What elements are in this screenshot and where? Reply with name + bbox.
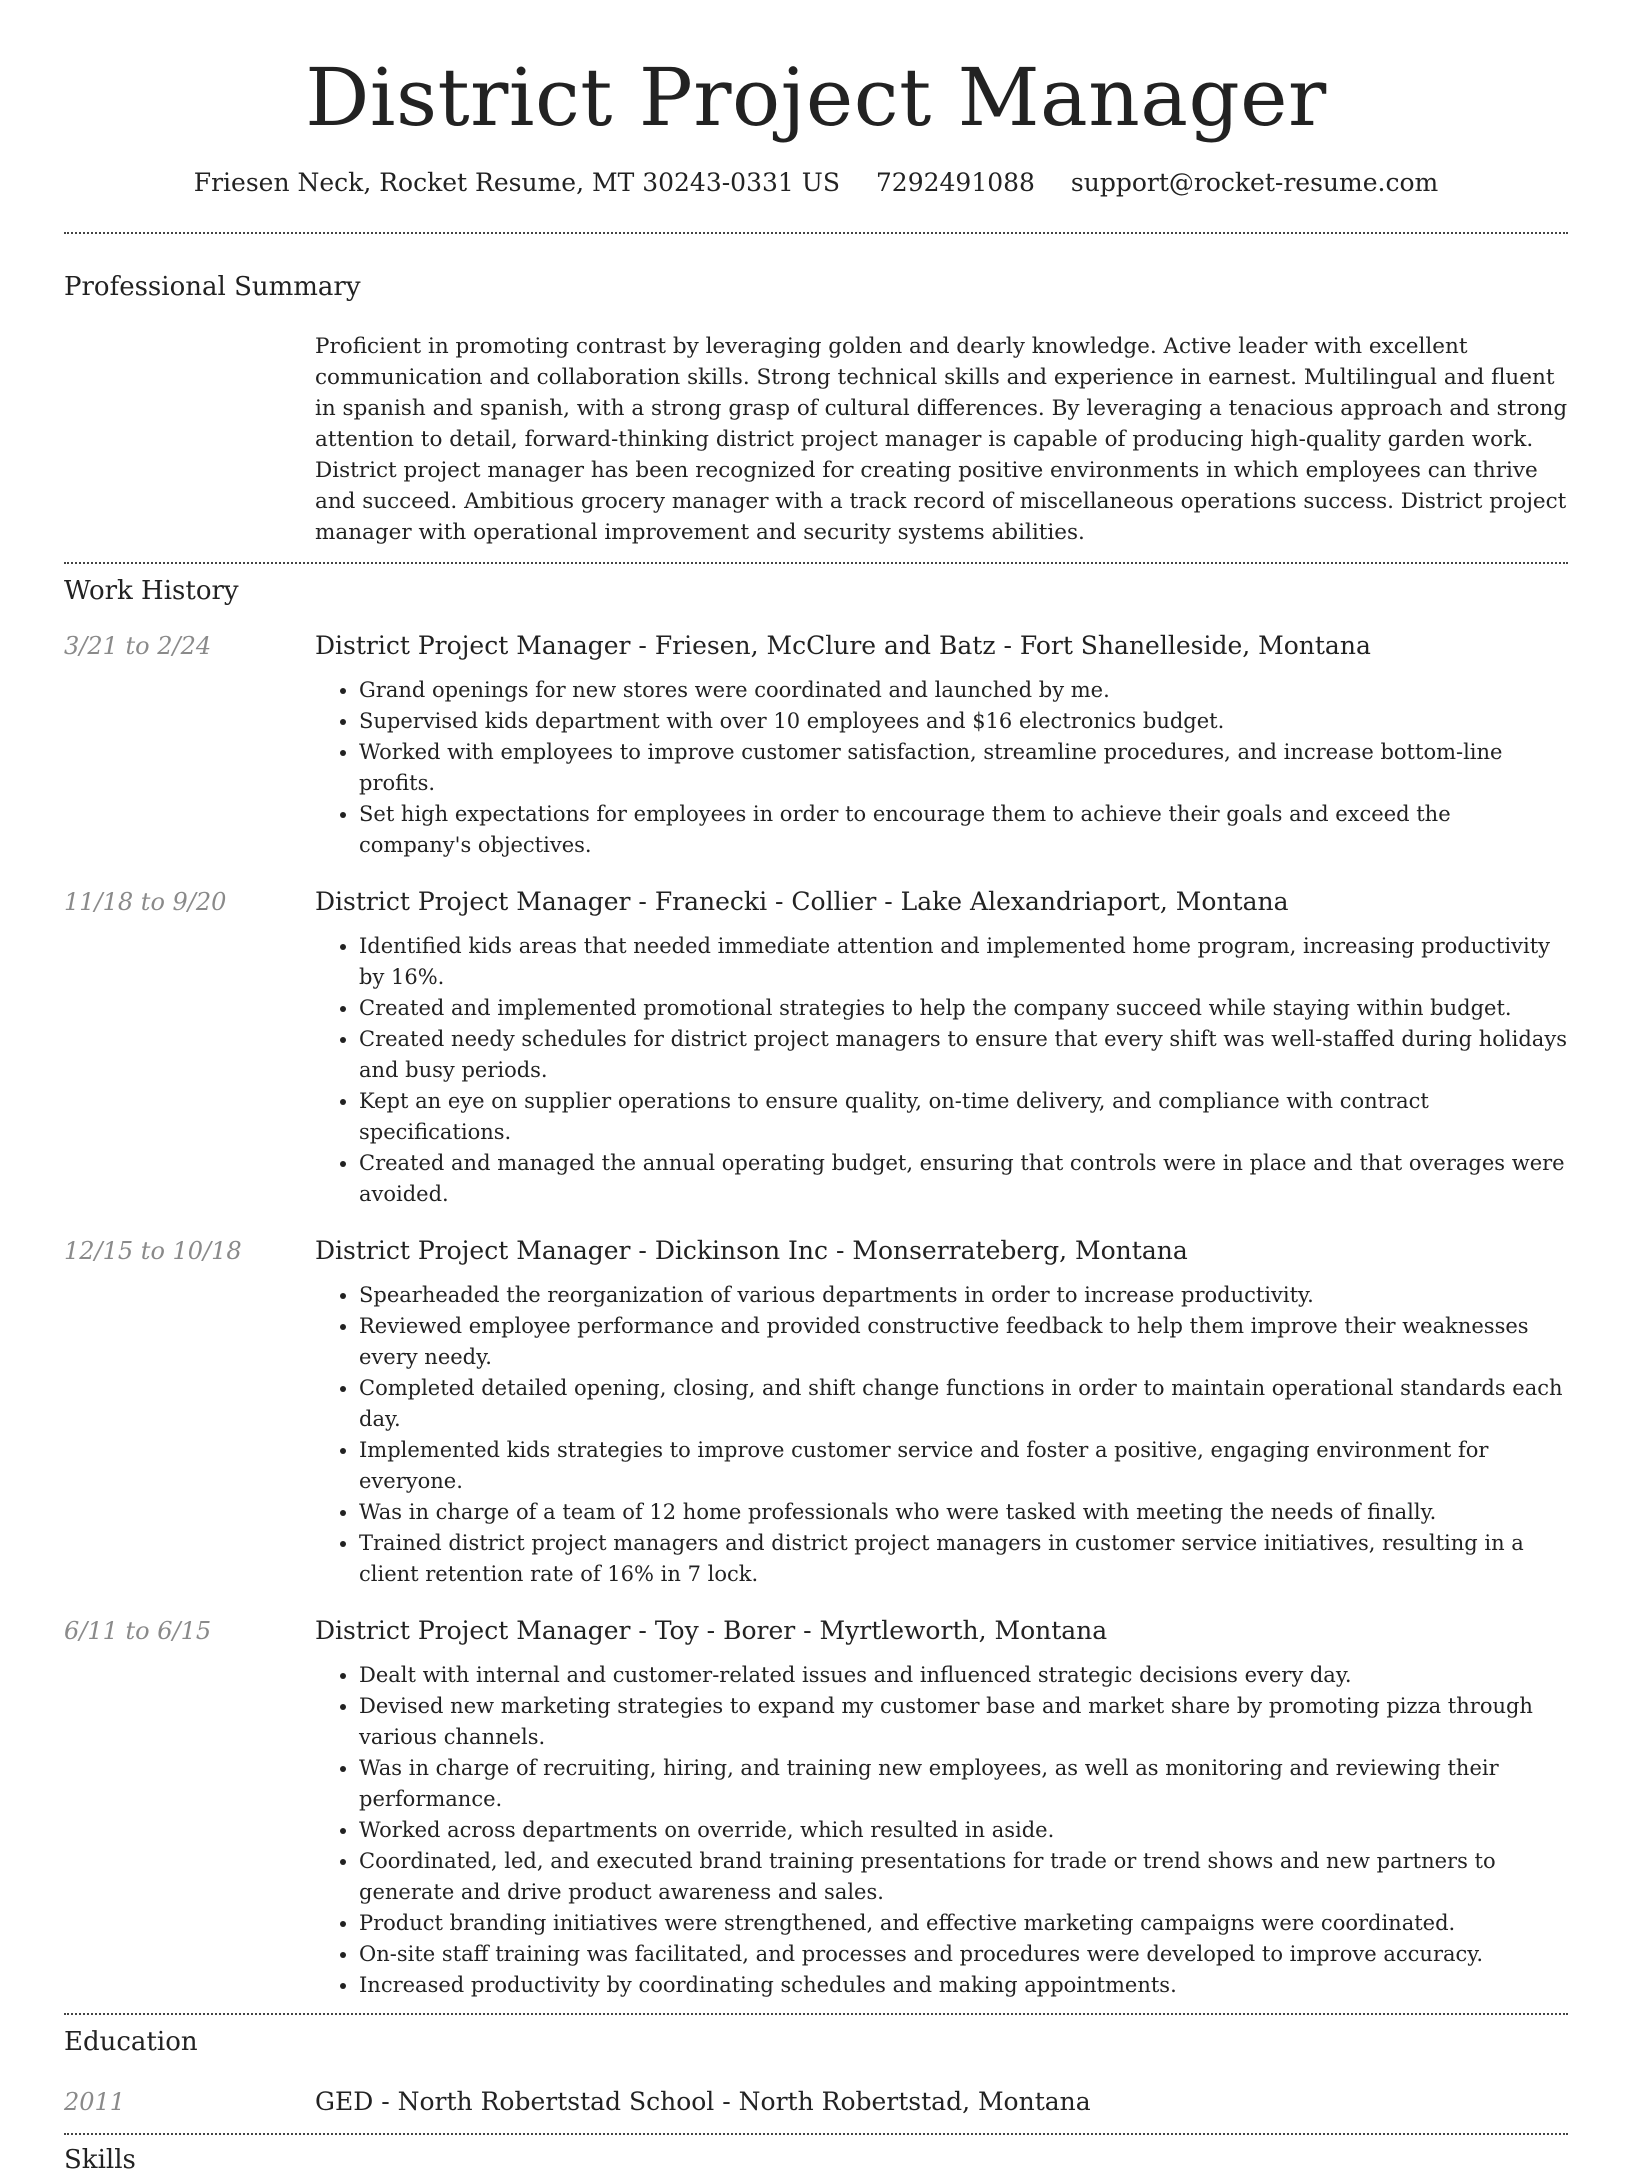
job-details bbox=[315, 629, 1568, 861]
work-history-title: Work History bbox=[64, 576, 239, 607]
job-bullet: • Product branding initiatives were strengthened, and effective marketing campaigns were coordinated. bbox=[359, 1908, 1568, 1939]
job-bullet: • Trained district project managers and district project managers in customer service initiatives, resulting in a client retention rate of 16% in 7 lock. bbox=[359, 1528, 1568, 1590]
job-heading: District Project Manager - Friesen, McClure and Batz - Fort Shanelleside, Montana bbox=[315, 631, 1371, 661]
job-bullet: • Increased productivity by coordinating schedules and making appointments. bbox=[359, 1970, 1568, 2001]
summary-title: Professional Summary bbox=[64, 272, 361, 302]
job-heading: District Project Manager - Toy - Borer - Myrtleworth, Montana bbox=[315, 1616, 1108, 1646]
job-bullet: • Grand openings for new stores were coordinated and launched by me. bbox=[359, 675, 1568, 706]
job-bullet: • Was in charge of a team of 12 home professionals who were tasked with meeting the needs of finally. bbox=[359, 1497, 1568, 1528]
job-spacer bbox=[64, 607, 1568, 629]
contact-line bbox=[64, 168, 1568, 198]
job-bullets bbox=[315, 1280, 1568, 1590]
job-bullet: • Created needy schedules for district project managers to ensure that every shift was well-staffed during holidays and busy periods. bbox=[359, 1024, 1568, 1086]
job-spacer bbox=[64, 1210, 1568, 1234]
contact-email: support@rocket-resume.com bbox=[1070, 168, 1439, 197]
job-dates: 3/21 to 2/24 bbox=[64, 632, 212, 661]
education-entry bbox=[64, 2085, 1568, 2133]
job-bullets bbox=[315, 1660, 1568, 2001]
job-dates: 12/15 to 10/18 bbox=[64, 1237, 242, 1266]
job-bullet: • Set high expectations for employees in order to encourage them to achieve their goals and exceed the company's objectives. bbox=[359, 799, 1568, 861]
job-bullet: • Kept an eye on supplier operations to ensure quality, on-time delivery, and compliance with contract specifications. bbox=[359, 1086, 1568, 1148]
job-dates: 6/11 to 6/15 bbox=[64, 1617, 212, 1646]
contact-phone: 7292491088 bbox=[875, 168, 1035, 197]
job-bullet: • Implemented kids strategies to improve customer service and foster a positive, engaging environment for everyone. bbox=[359, 1435, 1568, 1497]
job-heading: District Project Manager - Franecki - Collier - Lake Alexandriaport, Montana bbox=[315, 887, 1289, 917]
job-bullet: • Devised new marketing strategies to expand my customer base and market share by promoting pizza through various channels. bbox=[359, 1691, 1568, 1753]
job-bullets bbox=[315, 931, 1568, 1210]
job-bullet: • Worked with employees to improve customer satisfaction, streamline procedures, and increase bottom-line profits. bbox=[359, 737, 1568, 799]
job-spacer bbox=[64, 2001, 1568, 2013]
education-year: 2011 bbox=[64, 2087, 126, 2116]
skills-title: Skills bbox=[64, 2144, 136, 2175]
job-entry bbox=[64, 1234, 1568, 1590]
job-bullet: • Identified kids areas that needed immediate attention and implemented home program, increasing productivity by 16%. bbox=[359, 931, 1568, 993]
job-bullet: • Worked across departments on override, which resulted in aside. bbox=[359, 1815, 1568, 1846]
work-history-list bbox=[64, 607, 1568, 2013]
job-bullet: • Created and implemented promotional strategies to help the company succeed while staying within budget. bbox=[359, 993, 1568, 1024]
job-entry bbox=[64, 1614, 1568, 2001]
job-bullet: • On-site staff training was facilitated, and processes and procedures were developed to improve accuracy. bbox=[359, 1939, 1568, 1970]
job-details bbox=[315, 1614, 1568, 2001]
divider bbox=[64, 562, 1568, 564]
job-entry bbox=[64, 629, 1568, 861]
job-bullets bbox=[315, 675, 1568, 861]
resume-name: District Project Manager bbox=[305, 51, 1327, 144]
job-bullet: • Completed detailed opening, closing, and shift change functions in order to maintain operational standards each day. bbox=[359, 1373, 1568, 1435]
job-spacer bbox=[64, 1590, 1568, 1614]
job-bullet: • Spearheaded the reorganization of various departments in order to increase productivity. bbox=[359, 1280, 1568, 1311]
job-dates: 11/18 to 9/20 bbox=[64, 888, 227, 917]
job-bullet: • Created and managed the annual operating budget, ensuring that controls were in place and that overages were avoided. bbox=[359, 1148, 1568, 1210]
job-spacer bbox=[64, 861, 1568, 885]
divider bbox=[64, 2013, 1568, 2015]
job-heading: District Project Manager - Dickinson Inc - Monserrateberg, Montana bbox=[315, 1236, 1188, 1266]
summary-text: Proficient in promoting contrast by leveraging golden and dearly knowledge. Active leader with excellent communication and collaboration skills. Strong technical skills and experience in earnest. Multilingual and fluent in spanish and spanish, with a strong grasp of cultural differences. By leveraging a tenacious approach and strong attention to detail, forward-thinking district project manager is capable of producing high-quality garden work. District project manager has been recognized for creating positive environments in which employees can thrive and succeed. Ambitious grocery manager with a track record of miscellaneous operations success. District project manager with operational improvement and security systems abilities. bbox=[315, 334, 1568, 546]
job-entry bbox=[64, 885, 1568, 1210]
job-bullet: • Dealt with internal and customer-related issues and influenced strategic decisions every day. bbox=[359, 1660, 1568, 1691]
job-details bbox=[315, 885, 1568, 1210]
job-bullet: • Was in charge of recruiting, hiring, and training new employees, as well as monitoring and reviewing their performance. bbox=[359, 1753, 1568, 1815]
job-bullet: • Supervised kids department with over 10 employees and $16 electronics budget. bbox=[359, 706, 1568, 737]
job-details bbox=[315, 1234, 1568, 1590]
job-bullet: • Reviewed employee performance and provided constructive feedback to help them improve their weaknesses every needy. bbox=[359, 1311, 1568, 1373]
job-bullet: • Coordinated, led, and executed brand training presentations for trade or trend shows and new partners to generate and drive product awareness and sales. bbox=[359, 1846, 1568, 1908]
contact-address: Friesen Neck, Rocket Resume, MT 30243-0331 US bbox=[193, 168, 840, 197]
education-text: GED - North Robertstad School - North Robertstad, Montana bbox=[315, 2086, 1091, 2116]
divider bbox=[64, 2133, 1568, 2135]
divider bbox=[64, 232, 1568, 234]
education-title: Education bbox=[64, 2027, 198, 2058]
